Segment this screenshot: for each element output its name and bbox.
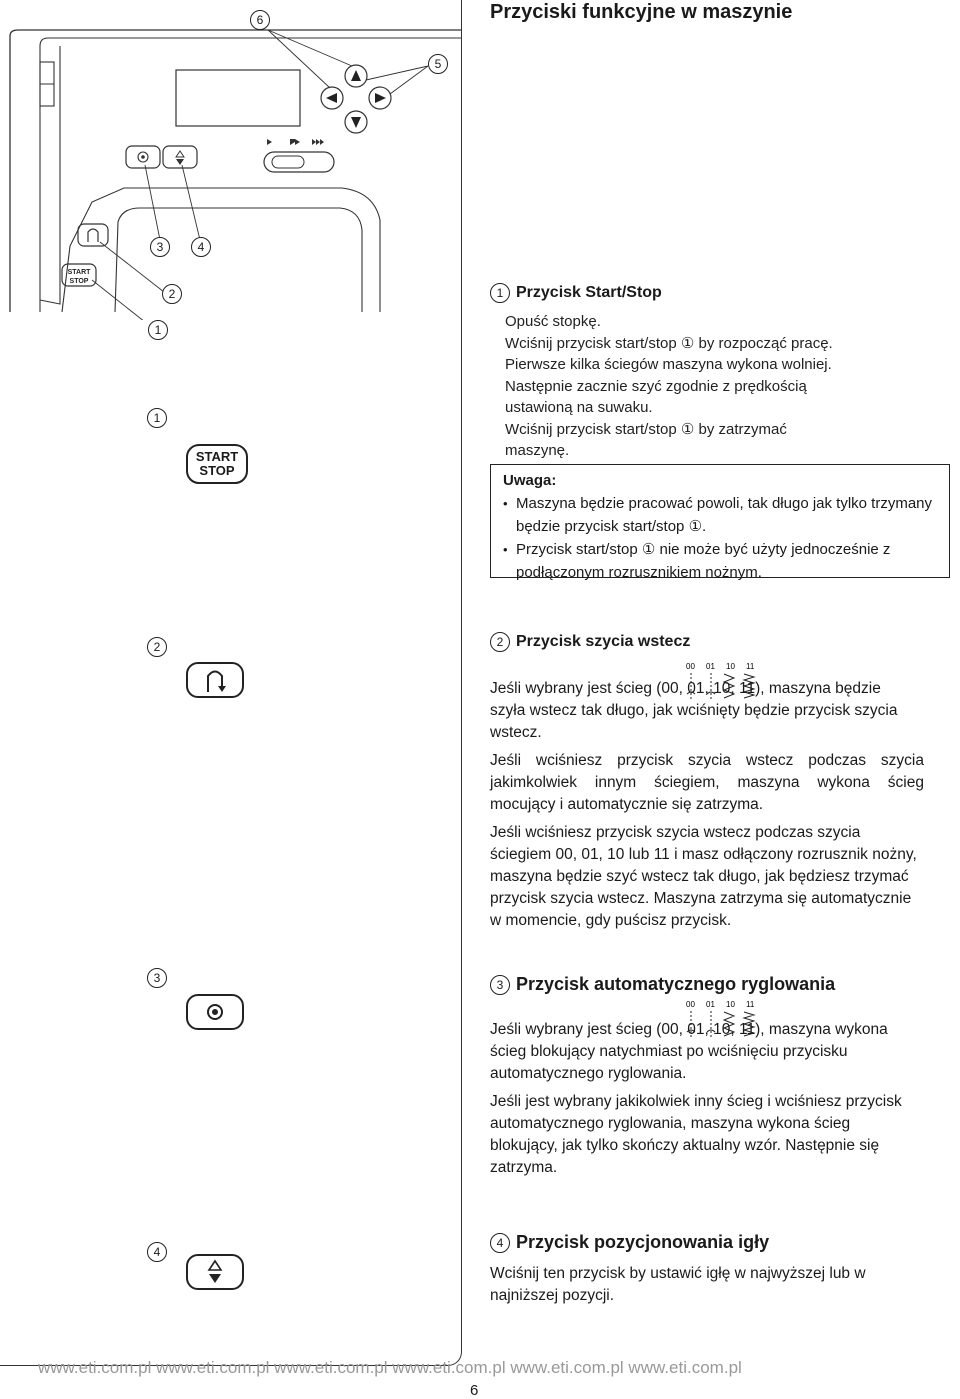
body-line: Wciśnij przycisk start/stop ① by rozpocząć pracę. (505, 334, 833, 352)
note-item: • Przycisk start/stop ① nie może być użyty jednocześnie z podłączonym rozrusznikiem nożnym. (503, 538, 939, 584)
stitch-label: 11 (746, 662, 755, 671)
reverse-title: Przycisk szycia wstecz (516, 633, 691, 650)
lock-number: 3 (490, 975, 510, 995)
body-line: Następnie zacznie szyć zgodnie z prędkością (505, 377, 807, 395)
svg-text:START: START (67, 269, 91, 276)
start-stop-body (505, 311, 925, 462)
svg-text:STOP: STOP (69, 278, 89, 285)
needle-heading (490, 1232, 769, 1253)
note-title: Uwaga: (503, 472, 557, 489)
footer-watermark-urls: www.eti.com.pl www.eti.com.pl www.eti.com.pl www.eti.com.pl www.eti.com.pl www.eti.com.pl (38, 1358, 742, 1377)
reverse-button[interactable] (186, 662, 244, 698)
stitch-label: 00 (686, 662, 695, 671)
stitch-label: 11 (746, 1000, 755, 1009)
lock-paragraph-2: Jeśli jest wybrany jakikolwiek inny ścieg i wciśniesz przycisk automatycznego ryglowania, maszyna wykona ścieg blokujący, jak tylko skończy aktualny wzór. Następnie się zatrzyma. (490, 1093, 902, 1176)
callout-6: 6 (250, 10, 270, 30)
stop-label: STOP (199, 463, 235, 478)
callout-5: 5 (428, 54, 448, 74)
stitch-label: 10 (726, 1000, 735, 1009)
needle-up-down-icon (188, 1256, 242, 1288)
callout-2: 2 (162, 284, 182, 304)
callout-1: 1 (148, 320, 168, 340)
page-number: 6 (470, 1382, 479, 1399)
start-label: START (195, 449, 239, 464)
reverse-number: 2 (490, 632, 510, 652)
page-title: Przyciski funkcyjne w maszynie (490, 1, 793, 23)
auto-lock-button[interactable] (186, 994, 244, 1030)
callout-reverse: 2 (147, 637, 167, 657)
stitch-label: 10 (726, 662, 735, 671)
reverse-paragraph-3: Jeśli wciśniesz przycisk szycia wstecz podczas szycia ściegiem 00, 01, 10 lub 11 i masz odłączony rozrusznik nożny, maszyna będzie szyć wstecz tak długo, jak będziesz trzymać przycisk szycia wstecz. Maszyna zatrzyma się automatycznie w momencie, gdy puścisz przycisk. (490, 824, 917, 929)
callout-3: 3 (150, 237, 170, 257)
stitch-label: 01 (706, 662, 715, 671)
body-line: Wciśnij przycisk start/stop ① by zatrzymać (505, 420, 787, 438)
lock-heading (490, 974, 835, 995)
reverse-icon (188, 664, 242, 696)
needle-paragraph: Wciśnij ten przycisk by ustawić igłę w najwyższej lub w najniższej pozycji. (490, 1265, 866, 1304)
reverse-heading (490, 632, 690, 652)
reverse-paragraph-1: Jeśli wybrany jest ścieg (00, 01, 10, 11), maszyna będzie szyła wstecz tak długo, jak wciśnięty będzie przycisk szycia wstecz. (490, 680, 898, 741)
start-stop-button[interactable] (186, 444, 248, 484)
machine-overview-diagram (0, 0, 470, 320)
note-item: • Maszyna będzie pracować powoli, tak długo jak tylko trzymany będzie przycisk start/stop ①. (503, 492, 939, 538)
start-stop-number: 1 (490, 283, 510, 303)
lock-stitch-icon (188, 996, 242, 1028)
callout-needle: 4 (147, 1242, 167, 1262)
reverse-paragraph-2: Jeśli wciśniesz przycisk szycia wstecz podczas szycia jakimkolwiek innym ściegiem, maszyna wykona ścieg mocujący i automatycznie się zatrzyma. (490, 752, 924, 813)
lock-paragraph-1: Jeśli wybrany jest ścieg (00, 01, 10, 11), maszyna wykona ścieg blokujący natychmiast po wciśnięciu przycisku automatycznego ryglowania. (490, 1021, 888, 1082)
start-stop-heading (490, 283, 662, 303)
body-line: Opuść stopkę. (505, 313, 601, 330)
needle-position-button[interactable] (186, 1254, 244, 1290)
body-line: ustawioną na suwaku. (505, 399, 653, 416)
start-stop-title: Przycisk Start/Stop (516, 284, 662, 301)
lock-title: Przycisk automatycznego ryglowania (516, 974, 836, 994)
body-line: maszynę. (505, 442, 570, 459)
callout-start-stop: 1 (147, 408, 167, 428)
stitch-label: 01 (706, 1000, 715, 1009)
needle-number: 4 (490, 1233, 510, 1253)
callout-4: 4 (191, 237, 211, 257)
needle-title: Przycisk pozycjonowania igły (516, 1232, 770, 1252)
callout-lock: 3 (147, 968, 167, 988)
note-box (490, 464, 950, 581)
stitch-label: 00 (686, 1000, 695, 1009)
body-line: Pierwsze kilka ściegów maszyna wykona wolniej. (505, 356, 832, 373)
